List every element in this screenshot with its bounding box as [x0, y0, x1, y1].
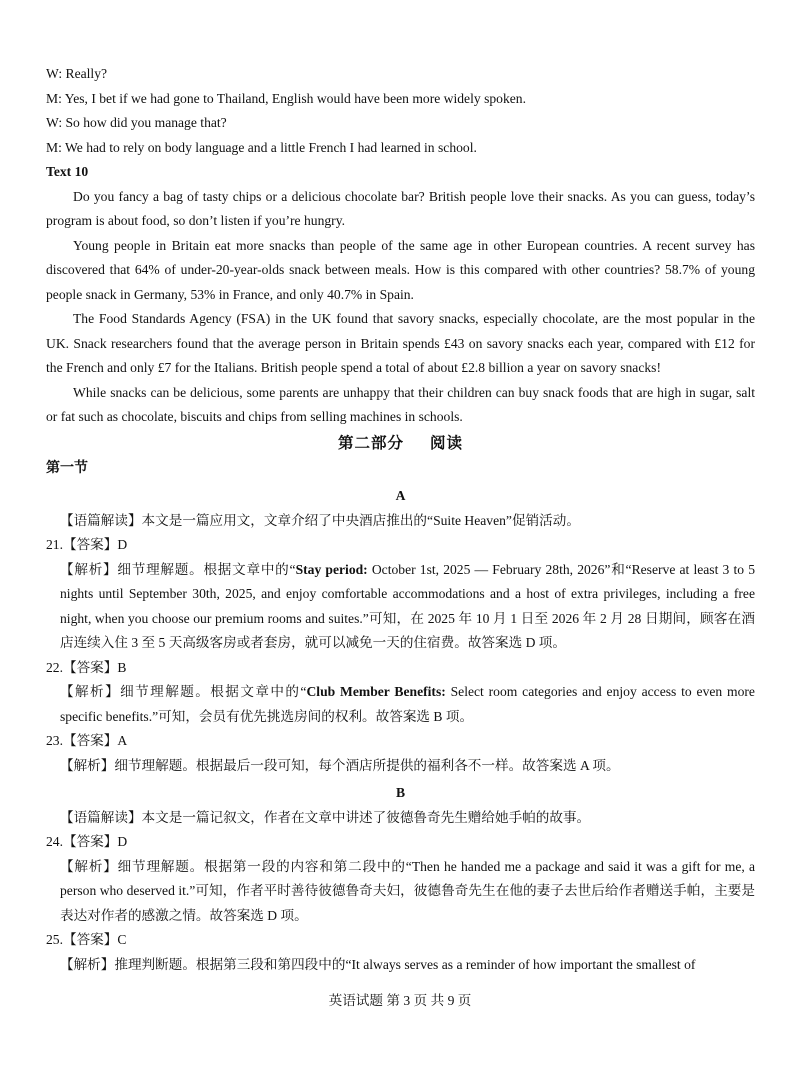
- passage-a-intro: 【语篇解读】本文是一篇应用文，文章介绍了中央酒店推出的“Suite Heaven”促销活动。: [60, 512, 580, 528]
- passage-b-letter: B: [395, 785, 406, 800]
- dialogue-line: M: We had to rely on body language and a little French I had learned in school.: [46, 139, 477, 155]
- q25-answer: 25.【答案】C: [46, 932, 127, 947]
- part2-title-b: 阅读: [430, 434, 464, 452]
- text10-paragraph: Young people in Britain eat more snacks than people of the same age in other European countries. A recent survey has discovered that 64% of under-20-year-olds snack between meals. How is this compared with other countries? 58.7% of young people snack in Germany, 53% in France, and only 40.7% in Spain.: [46, 237, 755, 302]
- dialogue-line: W: So how did you manage that?: [46, 115, 227, 130]
- text10-paragraph: Do you fancy a bag of tasty chips or a delicious chocolate bar? British people love their snacks. As you can guess, today’s program is about food, so don’t listen if you’re hungry.: [46, 188, 755, 228]
- q21-exp-prefix: 【解析】细节理解题。根据文章中的“: [60, 561, 296, 577]
- text10-paragraph: The Food Standards Agency (FSA) in the UK found that savory snacks, especially chocolate, are the most popular in the UK. Snack researchers found that the average person in Britain spends £43 on savory snacks each year, compared with £12 for the French and only £7 for the Italians. British people spend a total of about £2.8 billion a year on savory snacks!: [46, 311, 755, 375]
- page-footer: 英语试题 第 3 页 共 9 页: [328, 993, 472, 1008]
- passage-a-letter: A: [395, 488, 406, 503]
- q22-explanation: [46, 680, 755, 729]
- q21-explanation: [46, 558, 755, 656]
- q24-answer: 24.【答案】D: [46, 834, 128, 849]
- text10-paragraph: While snacks can be delicious, some parents are unhappy that their children can buy snack foods that are high in sugar, salt or fat such as chocolate, biscuits and chips from selling machines in schools.: [46, 384, 755, 424]
- passage-b-intro: 【语篇解读】本文是一篇记叙文，作者在文章中讲述了彼德鲁奇先生赠给她手帕的故事。: [60, 809, 591, 825]
- dialogue-line: W: Really?: [46, 66, 108, 81]
- q23-explanation: 【解析】细节理解题。根据最后一段可知，每个酒店所提供的福利各不一样。故答案选 A 项。: [60, 757, 620, 773]
- q24-explanation: 【解析】细节理解题。根据第一段的内容和第二段中的“Then he handed me a package and said it was a gift for me, a person who deserved it.”可知，作者平时善待彼德鲁奇夫妇，彼德鲁奇先生在他的妻子去世后给作者赠送手帕，主要是表达对作者的感激之情。故答案选 D 项。: [60, 858, 755, 923]
- q22-answer: 22.【答案】B: [46, 659, 127, 675]
- q21-exp-rest: October 1st, 2025 — February 28th, 2026”和“Reserve at least 3 to 5 nights until September 30th, 2025, and enjoy comfortable accommodations and a host of extra privileges, including a free night, when you choose our premium rooms and suites.”可知，在 2025 年 10 月 1 日至 2026 年 2 月 28 日期间，顾客在酒店连续入住 3 至 5 天高级客房或者套房，就可以减免一天的住宿费。故答案选 D 项。: [60, 561, 755, 650]
- part2-title: [46, 430, 755, 457]
- q22-exp-rest: Select room categories and enjoy access to even more specific benefits.”可知，会员有优先挑选房间的权利。故答案选 B 项。: [60, 684, 755, 724]
- q22-exp-prefix: 【解析】细节理解题。根据文章中的“: [60, 684, 307, 699]
- q21-exp-bold: Stay period:: [295, 561, 368, 577]
- q22-exp-bold: Club Member Benefits:: [306, 684, 446, 699]
- text10-heading: Text 10: [46, 164, 89, 179]
- q25-explanation: 【解析】推理判断题。根据第三段和第四段中的“It always serves as a reminder of how important the smallest of: [60, 956, 696, 972]
- q21-answer: 21.【答案】D: [46, 537, 128, 552]
- page-content: [46, 62, 755, 977]
- dialogue-line: M: Yes, I bet if we had gone to Thailand, English would have been more widely spoken.: [46, 90, 526, 106]
- section-1-heading: 第一节: [46, 460, 88, 476]
- q23-answer: 23.【答案】A: [46, 733, 128, 748]
- part2-title-a: 第二部分: [337, 434, 404, 452]
